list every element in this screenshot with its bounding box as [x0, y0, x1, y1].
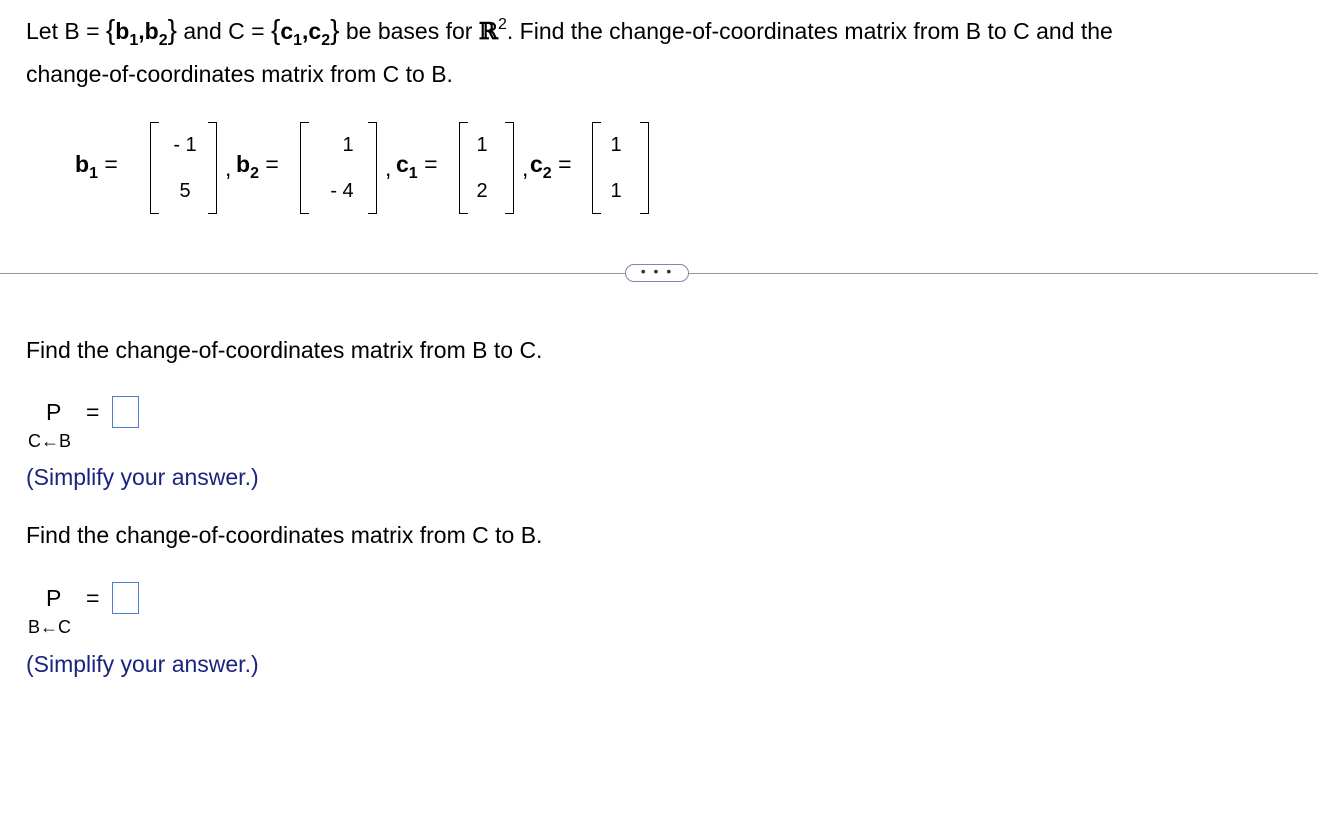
vector-b2-top: 1 — [342, 134, 354, 156]
part1-p-subscript: C←B — [28, 431, 72, 451]
reals-symbol: ℝ — [478, 18, 498, 45]
part1-prompt: Find the change-of-coordinates matrix from B to C. — [26, 337, 543, 363]
part1-equals: = — [86, 399, 100, 425]
vector-c2-right-bracket — [640, 122, 649, 214]
line1-suffix: . Find the change-of-coordinates matrix from B to C and the — [506, 18, 1113, 44]
vector-b2-label: $b_2$ = — [236, 151, 279, 182]
comma-3: , — [522, 155, 529, 181]
vector-c2-label: $c_2$ = — [530, 151, 572, 182]
answer-box-p-c-from-b[interactable] — [112, 396, 139, 428]
vector-c2-bottom: 1 — [610, 180, 622, 202]
vector-c2-top: 1 — [610, 134, 622, 156]
problem-statement-line-1: Let $B = \{b_1,b_2\}$ and $C = \{c_1,c_2\}$ be bases for ℝ$^2$. Find the change-of-coordinates matrix from B to C and the — [26, 14, 1113, 49]
vector-c1-right-bracket — [505, 122, 514, 214]
reals-exponent: 2 — [497, 16, 507, 33]
let-b-text: Let B = — [26, 18, 100, 44]
vector-b1-label: $b_1$ = — [75, 151, 118, 182]
part2-equals: = — [86, 585, 100, 611]
part2-p-subscript: B←C — [28, 617, 72, 637]
part2-hint: (Simplify your answer.) — [26, 651, 259, 677]
vector-b2-left-bracket — [300, 122, 309, 214]
part2-p-label: P — [46, 585, 62, 611]
vector-c1-top: 1 — [476, 134, 488, 156]
vector-b2-right-bracket — [368, 122, 377, 214]
comma-2: , — [385, 155, 392, 181]
more-options-button[interactable]: • • • — [625, 264, 689, 282]
vector-b2-bottom: - 4 — [330, 180, 354, 202]
set-b-b1: $b_1,b_2$ — [115, 18, 168, 49]
comma-1: , — [225, 155, 232, 181]
vector-b1-left-bracket — [150, 122, 159, 214]
be-bases-text: be bases for — [345, 18, 473, 44]
answer-box-p-b-from-c[interactable] — [112, 582, 139, 614]
vector-c1-label: $c_1$ = — [396, 151, 438, 182]
set-c: $c_1,c_2$ — [280, 18, 331, 49]
part2-prompt: Find the change-of-coordinates matrix from C to B. — [26, 522, 543, 548]
vector-b1-bottom: 5 — [179, 180, 191, 202]
part1-p-label: P — [46, 399, 62, 425]
and-c-text: and C = — [183, 18, 265, 44]
problem-statement-line-2: change-of-coordinates matrix from C to B. — [26, 61, 453, 87]
part1-hint: (Simplify your answer.) — [26, 464, 259, 490]
vector-b1-right-bracket — [208, 122, 217, 214]
vector-c1-bottom: 2 — [476, 180, 488, 202]
vector-b1-top: - 1 — [173, 134, 197, 156]
